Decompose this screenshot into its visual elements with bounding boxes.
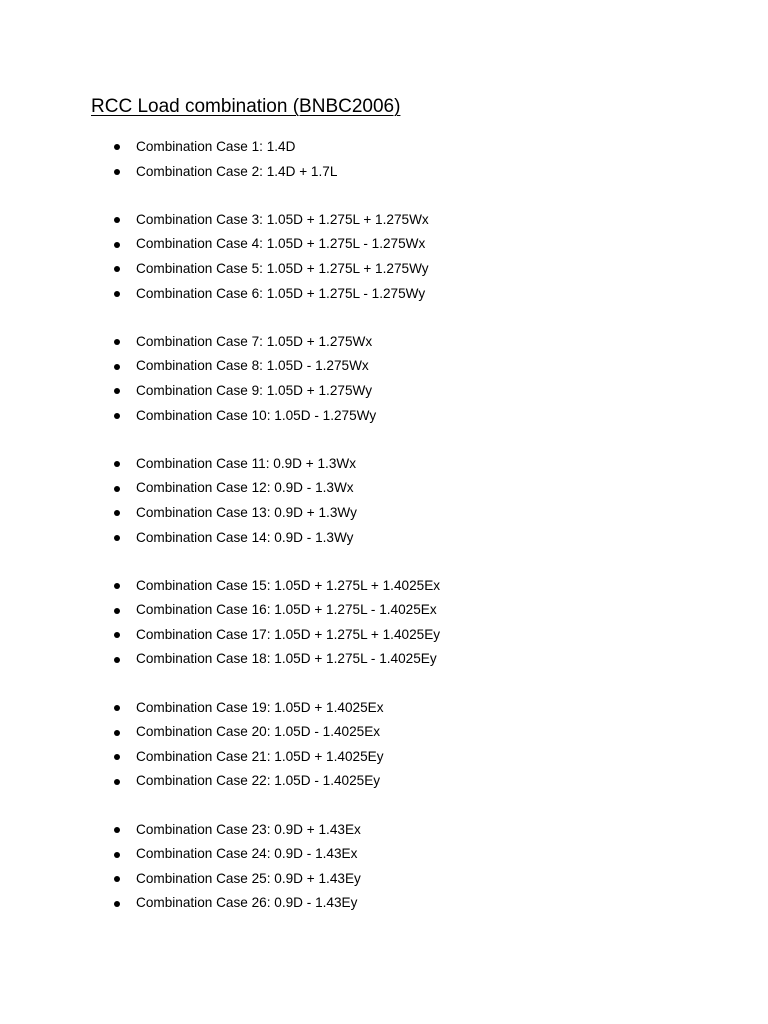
combination-case-text: Combination Case 11: 0.9D + 1.3Wx bbox=[136, 455, 357, 471]
list-item bbox=[0, 452, 768, 477]
list-item bbox=[0, 330, 768, 355]
list-item bbox=[0, 867, 768, 892]
list-item bbox=[0, 574, 768, 599]
bullet-icon bbox=[114, 169, 120, 175]
combination-case-text: Combination Case 23: 0.9D + 1.43Ex bbox=[136, 821, 361, 837]
combination-group bbox=[0, 818, 768, 916]
list-item bbox=[0, 257, 768, 282]
combination-case-text: Combination Case 7: 1.05D + 1.275Wx bbox=[136, 333, 373, 349]
combination-group bbox=[0, 696, 768, 794]
combination-group bbox=[0, 452, 768, 550]
bullet-icon bbox=[114, 413, 120, 419]
combination-groups bbox=[0, 135, 768, 916]
list-item bbox=[0, 526, 768, 551]
combination-case-text: Combination Case 26: 0.9D - 1.43Ey bbox=[136, 895, 358, 911]
bullet-icon bbox=[114, 901, 120, 907]
combination-case-text: Combination Case 16: 1.05D + 1.275L - 1.4025Ex bbox=[136, 602, 437, 618]
list-item bbox=[0, 647, 768, 672]
list-item bbox=[0, 208, 768, 233]
bullet-icon bbox=[114, 876, 120, 882]
list-item bbox=[0, 354, 768, 379]
bullet-icon bbox=[114, 730, 120, 736]
bullet-icon bbox=[114, 754, 120, 760]
combination-case-text: Combination Case 25: 0.9D + 1.43Ey bbox=[136, 870, 361, 886]
bullet-icon bbox=[114, 535, 120, 541]
combination-case-text: Combination Case 18: 1.05D + 1.275L - 1.4025Ey bbox=[136, 651, 437, 667]
list-item bbox=[0, 696, 768, 721]
list-item bbox=[0, 623, 768, 648]
bullet-icon bbox=[114, 779, 120, 785]
bullet-icon bbox=[114, 657, 120, 663]
combination-group bbox=[0, 208, 768, 306]
combination-case-text: Combination Case 19: 1.05D + 1.4025Ex bbox=[136, 699, 384, 715]
bullet-icon bbox=[114, 242, 120, 248]
list-item bbox=[0, 720, 768, 745]
combination-case-text: Combination Case 24: 0.9D - 1.43Ex bbox=[136, 846, 358, 862]
bullet-icon bbox=[114, 583, 120, 589]
list-item bbox=[0, 769, 768, 794]
combination-case-text: Combination Case 4: 1.05D + 1.275L - 1.275Wx bbox=[136, 236, 426, 252]
combination-case-text: Combination Case 21: 1.05D + 1.4025Ey bbox=[136, 748, 384, 764]
list-item bbox=[0, 160, 768, 185]
bullet-icon bbox=[114, 705, 120, 711]
bullet-icon bbox=[114, 339, 120, 345]
combination-case-text: Combination Case 9: 1.05D + 1.275Wy bbox=[136, 382, 373, 398]
bullet-icon bbox=[114, 364, 120, 370]
combination-case-text: Combination Case 5: 1.05D + 1.275L + 1.275Wy bbox=[136, 260, 429, 276]
combination-case-text: Combination Case 6: 1.05D + 1.275L - 1.275Wy bbox=[136, 285, 426, 301]
list-item bbox=[0, 282, 768, 307]
bullet-icon bbox=[114, 144, 120, 150]
bullet-icon bbox=[114, 632, 120, 638]
combination-group bbox=[0, 135, 768, 184]
list-item bbox=[0, 232, 768, 257]
combination-case-text: Combination Case 10: 1.05D - 1.275Wy bbox=[136, 407, 377, 423]
combination-case-text: Combination Case 17: 1.05D + 1.275L + 1.4025Ey bbox=[136, 626, 441, 642]
combination-case-text: Combination Case 22: 1.05D - 1.4025Ey bbox=[136, 773, 381, 789]
list-item bbox=[0, 745, 768, 770]
combination-group bbox=[0, 574, 768, 672]
bullet-icon bbox=[114, 486, 120, 492]
bullet-icon bbox=[114, 266, 120, 272]
combination-case-text: Combination Case 12: 0.9D - 1.3Wx bbox=[136, 480, 354, 496]
combination-case-text: Combination Case 20: 1.05D - 1.4025Ex bbox=[136, 724, 381, 740]
bullet-icon bbox=[114, 291, 120, 297]
list-item bbox=[0, 842, 768, 867]
list-item bbox=[0, 404, 768, 429]
bullet-icon bbox=[114, 388, 120, 394]
combination-case-text: Combination Case 1: 1.4D bbox=[136, 139, 296, 154]
combination-case-text: Combination Case 3: 1.05D + 1.275L + 1.275Wx bbox=[136, 211, 429, 227]
bullet-icon bbox=[114, 217, 120, 223]
list-item bbox=[0, 476, 768, 501]
bullet-icon bbox=[114, 461, 120, 467]
combination-case-text: Combination Case 15: 1.05D + 1.275L + 1.4025Ex bbox=[136, 577, 441, 593]
combination-case-text: Combination Case 13: 0.9D + 1.3Wy bbox=[136, 504, 357, 520]
bullet-icon bbox=[114, 852, 120, 858]
list-item bbox=[0, 501, 768, 526]
list-item bbox=[0, 598, 768, 623]
list-item bbox=[0, 135, 768, 160]
list-item bbox=[0, 379, 768, 404]
bullet-icon bbox=[114, 608, 120, 614]
bullet-icon bbox=[114, 827, 120, 833]
combination-case-text: Combination Case 8: 1.05D - 1.275Wx bbox=[136, 358, 369, 374]
combination-case-text: Combination Case 14: 0.9D - 1.3Wy bbox=[136, 529, 354, 545]
bullet-icon bbox=[114, 510, 120, 516]
combination-group bbox=[0, 330, 768, 428]
document-title: RCC Load combination (BNBC2006) bbox=[91, 96, 401, 117]
list-item bbox=[0, 891, 768, 916]
combination-case-text: Combination Case 2: 1.4D + 1.7L bbox=[136, 163, 338, 179]
list-item bbox=[0, 818, 768, 843]
